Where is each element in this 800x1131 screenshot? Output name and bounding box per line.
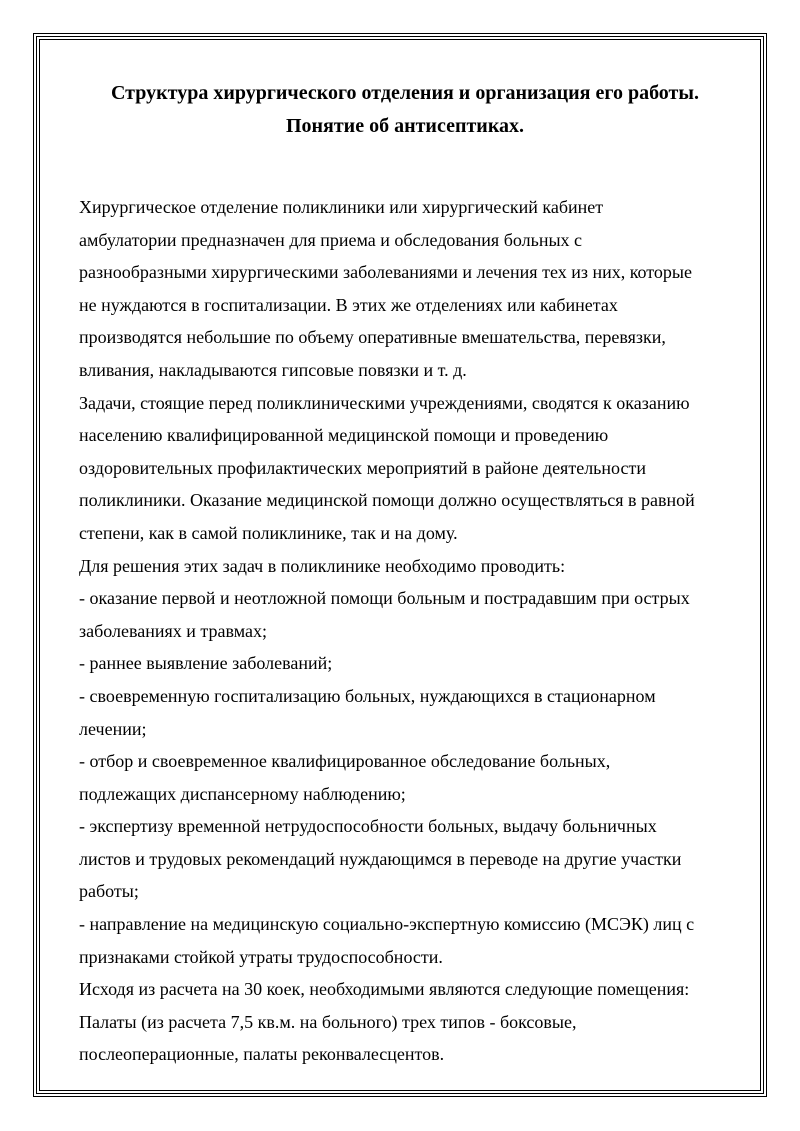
body-line: поликлиники. Оказание медицинской помощи должно осуществляться в равной [79, 490, 695, 511]
body-line: листов и трудовых рекомендаций нуждающимся в переводе на другие участки [79, 848, 682, 869]
body-line: амбулатории предназначен для приема и обследования больных с [79, 229, 583, 250]
body-line: - направление на медицинскую социально-экспертную комиссию (МСЭК) лиц с [79, 914, 695, 935]
body-line: Исходя из расчета на 30 коек, необходимыми являются следующие помещения: [79, 979, 690, 1000]
body-line: лечении; [79, 718, 147, 739]
document-body [79, 191, 731, 1071]
document-content [79, 77, 731, 1071]
body-line: послеоперационные, палаты реконвалесцентов. [79, 1044, 445, 1065]
body-line: Задачи, стоящие перед поликлиническими учреждениями, сводятся к оказанию [79, 392, 690, 413]
body-line: производятся небольшие по объему оперативные вмешательства, перевязки, [79, 327, 666, 348]
body-line: Для решения этих задач в поликлинике необходимо проводить: [79, 555, 566, 576]
body-line: вливания, накладываются гипсовые повязки и т. д. [79, 359, 467, 380]
body-line: подлежащих диспансерному наблюдению; [79, 783, 406, 804]
body-line: - отбор и своевременное квалифицированное обследование больных, [79, 751, 611, 772]
document-title-line: Структура хирургического отделения и организация его работы. [111, 82, 699, 104]
body-line: Хирургическое отделение поликлиники или хирургический кабинет [79, 197, 604, 217]
page-border [33, 33, 767, 1097]
body-line: степени, как в самой поликлинике, так и на дому. [79, 522, 458, 543]
document-title [79, 77, 731, 143]
body-line: не нуждаются в госпитализации. В этих же отделениях или кабинетах [79, 294, 618, 315]
document-title-line: Понятие об антисептиках. [285, 115, 525, 137]
body-line: - оказание первой и неотложной помощи больным и пострадавшим при острых [79, 588, 690, 609]
body-line: заболеваниях и травмах; [79, 620, 267, 641]
body-line: разнообразными хирургическими заболеваниями и лечения тех из них, которые [79, 262, 693, 283]
body-line: - своевременную госпитализацию больных, нуждающихся в стационарном [79, 685, 656, 706]
body-line: - экспертизу временной нетрудоспособности больных, выдачу больничных [79, 816, 657, 837]
body-line: оздоровительных профилактических мероприятий в районе деятельности [79, 457, 646, 478]
body-line: - раннее выявление заболеваний; [79, 653, 333, 674]
body-line: признаками стойкой утраты трудоспособности. [79, 946, 443, 967]
body-line: населению квалифицированной медицинской помощи и проведению [79, 425, 609, 446]
body-line: Палаты (из расчета 7,5 кв.м. на больного) трех типов - боксовые, [79, 1011, 577, 1032]
body-line: работы; [79, 881, 139, 902]
